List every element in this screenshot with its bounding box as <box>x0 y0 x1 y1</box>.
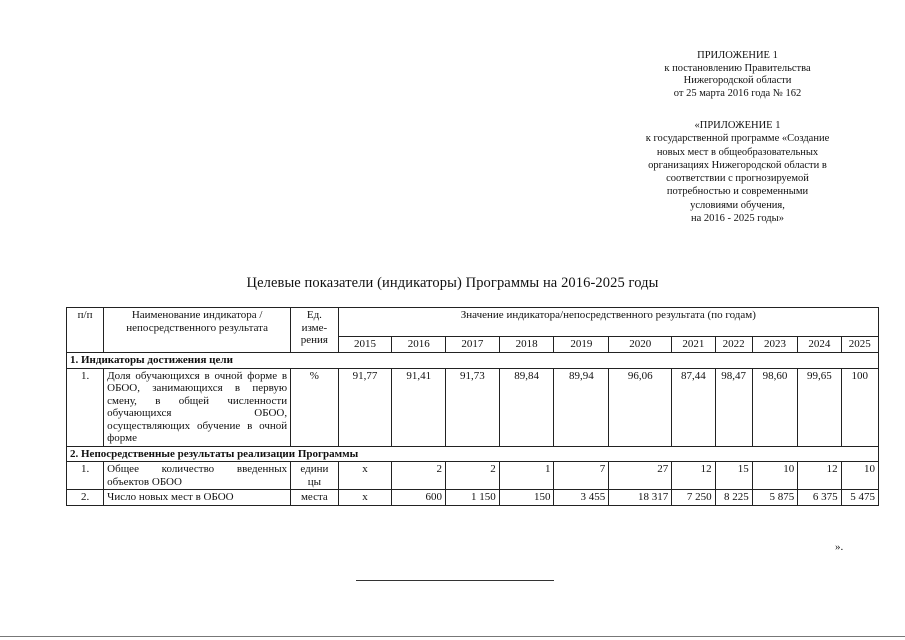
value-cell: 10 <box>841 462 878 490</box>
table-header-row <box>67 308 879 337</box>
row-unit: % <box>291 368 339 446</box>
year-cell: 2020 <box>609 337 672 353</box>
value-cell: 98,60 <box>752 368 797 446</box>
closing-quote: ». <box>835 541 844 553</box>
appendix-header <box>630 50 845 100</box>
value-cell: 7 250 <box>672 490 715 506</box>
value-cell: 96,06 <box>609 368 672 446</box>
appendix-line: от 25 марта 2016 года № 162 <box>673 87 802 99</box>
value-cell: 2 <box>392 462 446 490</box>
program-appendix-line: соответствии с прогнозируемой <box>666 173 809 185</box>
program-appendix-line: потребностью и современными <box>666 186 809 198</box>
value-cell: 12 <box>798 462 841 490</box>
value-cell: х <box>338 462 392 490</box>
program-appendix-line: «ПРИЛОЖЕНИЕ 1 <box>694 120 781 131</box>
row-name: Доля обучающихся в очной форме в ОБОО, занимающихся в первую смену, в общей численности обучающихся ОБОО, осуществляющих обучение в очной форме <box>104 368 291 446</box>
year-cell: 2016 <box>392 337 446 353</box>
value-cell: 91,77 <box>338 368 392 446</box>
value-cell: 100 <box>841 368 878 446</box>
year-cell: 2023 <box>752 337 797 353</box>
value-cell: 1 <box>499 462 554 490</box>
value-cell: 91,73 <box>446 368 500 446</box>
year-cell: 2025 <box>841 337 878 353</box>
table-row <box>67 490 879 506</box>
row-num: 1. <box>67 462 104 490</box>
row-unit: едини цы <box>291 462 339 490</box>
value-cell: 87,44 <box>672 368 715 446</box>
row-unit: места <box>291 490 339 506</box>
table-row <box>67 462 879 490</box>
value-cell: х <box>338 490 392 506</box>
year-cell: 2022 <box>715 337 752 353</box>
year-cell: 2019 <box>554 337 609 353</box>
value-cell: 600 <box>392 490 446 506</box>
row-name: Общее количество введенных объектов ОБОО <box>104 462 291 490</box>
year-cell: 2018 <box>499 337 554 353</box>
value-cell: 15 <box>715 462 752 490</box>
appendix-line: ПРИЛОЖЕНИЕ 1 <box>697 50 778 61</box>
value-cell: 6 375 <box>798 490 841 506</box>
row-num: 2. <box>67 490 104 506</box>
value-cell: 99,65 <box>798 368 841 446</box>
indicators-table <box>66 307 879 506</box>
section-title: 1. Индикаторы достижения цели <box>67 353 879 369</box>
value-cell: 1 150 <box>446 490 500 506</box>
program-appendix-line: к государственной программе «Создание <box>645 133 830 145</box>
value-cell: 98,47 <box>715 368 752 446</box>
row-num: 1. <box>67 368 104 446</box>
program-appendix-header <box>615 119 860 225</box>
header-name: Наименование индикатора / непосредственного результата <box>104 308 291 353</box>
section-title: 2. Непосредственные результаты реализации Программы <box>67 446 879 462</box>
year-cell: 2015 <box>338 337 392 353</box>
value-cell: 91,41 <box>392 368 446 446</box>
appendix-line: Нижегородской области <box>683 75 792 86</box>
header-values: Значение индикатора/непосредственного результата (по годам) <box>338 308 878 337</box>
value-cell: 89,94 <box>554 368 609 446</box>
value-cell: 27 <box>609 462 672 490</box>
header-num: п/п <box>67 308 104 353</box>
value-cell: 10 <box>752 462 797 490</box>
page-bottom-rule <box>0 636 905 637</box>
program-appendix-line: на 2016 - 2025 годы» <box>691 213 784 225</box>
header-unit: Ед. изме-рения <box>291 308 339 353</box>
value-cell: 150 <box>499 490 554 506</box>
separator-line <box>356 580 554 581</box>
value-cell: 7 <box>554 462 609 490</box>
program-appendix-line: новых мест в общеобразовательных <box>656 146 819 158</box>
document-title: Целевые показатели (индикаторы) Программы на 2016-2025 годы <box>246 275 659 291</box>
value-cell: 18 317 <box>609 490 672 506</box>
table-row <box>67 368 879 446</box>
value-cell: 5 875 <box>752 490 797 506</box>
value-cell: 5 475 <box>841 490 878 506</box>
year-cell: 2024 <box>798 337 841 353</box>
program-appendix-line: организациях Нижегородской области в <box>648 159 827 171</box>
year-cell: 2021 <box>672 337 715 353</box>
section-row <box>67 353 879 369</box>
value-cell: 2 <box>446 462 500 490</box>
value-cell: 3 455 <box>554 490 609 506</box>
value-cell: 8 225 <box>715 490 752 506</box>
appendix-line: к постановлению Правительства <box>664 62 811 74</box>
row-name: Число новых мест в ОБОО <box>104 490 291 506</box>
section-row <box>67 446 879 462</box>
value-cell: 12 <box>672 462 715 490</box>
program-appendix-line: условиями обучения, <box>690 199 785 211</box>
year-cell: 2017 <box>446 337 500 353</box>
value-cell: 89,84 <box>499 368 554 446</box>
